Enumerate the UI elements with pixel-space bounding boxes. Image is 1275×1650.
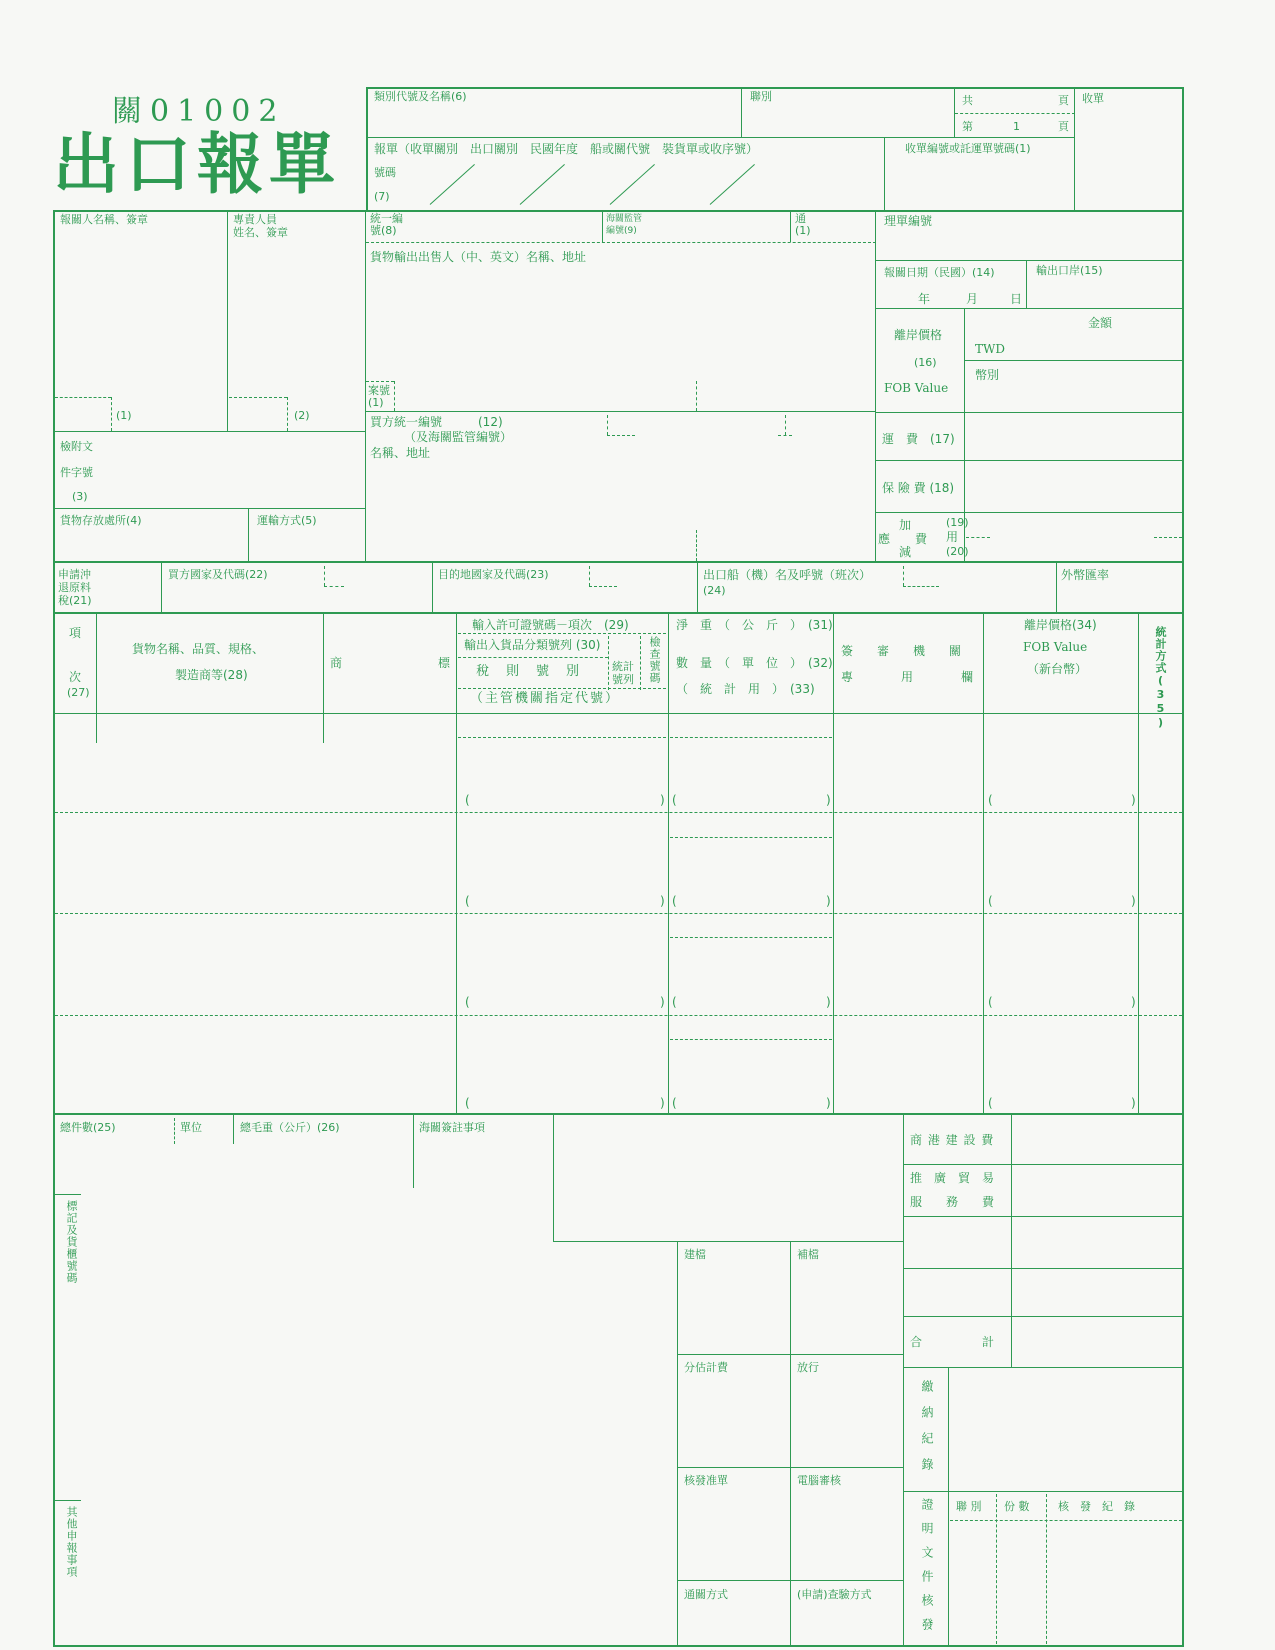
attach-label-1: 檢附文 [60,440,93,453]
payment-record-label: 繳納紀錄 [920,1380,934,1484]
page-number: 1 [1013,120,1020,133]
vessel-num: (24) [703,584,726,597]
customs-sup-label-2: 編號(9) [606,226,637,236]
verify-label-2: (1) [795,224,811,237]
insurance-label: 保 險 費 (18) [882,481,955,495]
case-label-2: (1) [368,396,384,409]
trade-fee-label-1: 推 廣 貿 易 [910,1171,995,1185]
total-packages-label: 總件數(25) [60,1121,116,1134]
manage-number-label: 理單編號 [884,214,933,228]
stat-label-1: 統計 [612,660,634,673]
clearance-label: 通關方式 [684,1588,728,1601]
agency-label: （主管機關指定代號） [470,691,621,706]
fee-label: 費 [915,532,928,546]
due-label: 應 [878,532,891,546]
decl-date-label: 報關日期（民國）(14) [884,266,995,279]
inspection-label: (申請)查驗方式 [797,1588,872,1601]
export-port-label: 輸出口岸(15) [1036,264,1103,277]
export-declaration-form: 關01002 出口報單 類別代號及名稱(6) 聯別 共 頁 第 1 頁 收單 報單（收單關別 出口關別 民國年度 船或關代號 裝貨單或收序號） 號碼 (7) 收單編號或託運單號碼(1) 報關人名稱、簽章 (1) 專責人員 姓名、簽章 (2) 檢附文 件字號 (3) 貨物存放處所(4) 運輸方式(5) 統一編 號(8) 海關監管 編號(9) 通 (1) 貨物輸出出售人（中、英文）名稱、地址 案號 (1) 買方統一編號 (12) （及海關監管編號） 名稱、地址 理單編號 報關日期（民國）(14) 輸出口岸(15) 年 月 日 離岸價格 (16) FOB Value 金額 TWD 幣別 運 費 (17) 保 險 費 (18) 加 (19) 應 費 用 減 (20) 申請沖 退原料 稅(21) 買方國家及代碼(22) 目的地國家及代碼(23) 出口船（機）名及呼號（班次） (24) 外幣匯率 項 次 (27) 貨物名稱、品質、規格、 製造商等(28) 商 標 輸入許可證號碼－項次 (29) 輸出入貨品分類號列 (30) 稅 則 號 別 統計 號列 檢查號碼 （主管機關指定代號） 淨 重 （ 公 斤 ） (31) 數 量 （ 單 位 ） (32) （ 統 計 用 ） (33) 簽 審 機 關 專 用 欄 離岸價格(34) FOB Value （新台幣） 統計方式(35) ( ) ( ) ( ) ( ) ( ) ( ) ( ) ( ) ( ) ( ) ( ) ( ) 總件數(25) 單位 總毛重（公斤）(26) 海關簽註事項 標記及貨櫃號碼 其他申報事項 商 港 建 設 費 推 廣 貿 易 服 務 費 合 計 建檔 補檔 分估計費 放行 核發准單 電腦審核 通關方式 (申請)查驗方式 繳納紀錄 證明文件核發 聯 別 份 數 核 發 紀 錄 [0,0,1275,1650]
broker-label: 報關人名稱、簽章 [60,213,148,226]
trade-fee-label-2: 服 務 費 [910,1195,995,1209]
case-label-1: 案號 [368,384,390,397]
fob-label: 離岸價格 [894,328,943,342]
decl-number-num: (7) [374,190,390,203]
pages-total-label: 共 [962,94,973,107]
fx-rate-label: 外幣匯率 [1061,568,1110,582]
amount-label: 金額 [1088,316,1113,330]
decl-number-label: 報單（收單關別 出口關別 民國年度 船或關代號 裝貨單或收序號） [374,142,759,156]
approve-label: 核發准單 [684,1474,728,1487]
transport-label: 運輸方式(5) [257,514,317,527]
decl-number-label2: 號碼 [374,166,396,179]
buyer-label-3: 名稱、地址 [370,446,431,460]
release-label: 放行 [797,1361,819,1374]
qty-label: 數 量 （ 單 位 ） (32) [676,656,833,670]
receive-number-label: 收單編號或託運單號碼(1) [905,142,1031,155]
total-label: 合 計 [910,1335,995,1349]
form-number: 關01002 [112,94,286,129]
attach-num: (3) [72,490,88,503]
person-label-2: 姓名、簽章 [233,226,288,239]
person-num: (2) [294,409,310,422]
item-fob-en-label: FOB Value [1023,640,1088,654]
storage-label: 貨物存放處所(4) [60,514,142,527]
vessel-label: 出口船（機）名及呼號（班次） [703,568,872,582]
buyer-country-label: 買方國家及代碼(22) [168,568,268,581]
currency-twd: TWD [975,342,1005,356]
stat-label-2: 號列 [612,673,634,686]
unit-label: 單位 [180,1121,202,1134]
page-unit2-label: 頁 [1058,120,1069,133]
day-label: 日 [1010,292,1023,306]
stat-method-label: 統計方式(35) [1154,626,1167,730]
refund-label-2: 退原料 [58,581,91,594]
net-weight-label: 淨 重 （ 公 斤 ） (31) [676,618,833,632]
gross-weight-label: 總毛重（公斤）(26) [240,1121,340,1134]
customs-use-label-2: 專 用 欄 [841,670,974,684]
cert-record-label: 核 發 紀 錄 [1058,1500,1135,1513]
certificate-label: 證明文件核發 [920,1498,934,1642]
receipt-label: 收單 [1082,92,1104,105]
tariff-label: 稅 則 號 別 [476,664,582,679]
item-num: (27) [67,686,90,699]
other-declaration-label: 其他申報事項 [65,1506,78,1578]
hs-label: 輸出入貨品分類號列 (30) [464,638,601,652]
customs-use-label-1: 簽 審 機 關 [841,644,962,658]
customs-sup-label-1: 海關監管 [606,214,643,224]
mark-label-2: 標 [438,656,451,670]
fob-num: (16) [914,356,937,369]
form-title: 出口報單 [53,126,341,203]
marks-label: 標記及貨櫃號碼 [65,1200,78,1284]
page-current-label: 第 [962,120,973,133]
dest-country-label: 目的地國家及代碼(23) [438,568,549,581]
customs-notes-label: 海關簽註事項 [419,1121,485,1134]
desc-label-2: 製造商等(28) [175,668,248,682]
supplement-label: 補檔 [797,1248,819,1261]
license-label: 輸入許可證號碼－項次 (29) [472,618,629,632]
computer-review-label: 電腦審核 [797,1474,841,1487]
minus-label: 減 [899,545,912,559]
broker-num: (1) [116,409,132,422]
minus-num: (20) [946,545,969,558]
uid-label-2: 號(8) [370,224,397,237]
month-label: 月 [966,292,979,306]
freight-label: 運 費 (17) [882,432,955,446]
stat-use-label: （ 統 計 用 ） (33) [676,682,815,696]
person-label-1: 專責人員 [233,213,277,226]
fob-en-label: FOB Value [884,381,949,395]
estimate-label: 分估計費 [684,1361,728,1374]
currency-type-label: 幣別 [975,368,1000,382]
add-label: 加 [899,518,912,532]
verify-label-1: 通 [795,212,806,225]
item-label-1: 項 [69,626,82,640]
mark-label-1: 商 [330,656,343,670]
uid-label-1: 統一編 [370,212,403,225]
year-label: 年 [918,292,931,306]
port-fee-label: 商 港 建 設 費 [910,1133,995,1147]
copy-label: 聯別 [750,90,772,103]
item-fob-label: 離岸價格(34) [1024,618,1097,632]
exporter-label: 貨物輸出出售人（中、英文）名稱、地址 [370,250,587,264]
item-fob-twd-label: （新台幣） [1027,662,1088,676]
desc-label-1: 貨物名稱、品質、規格、 [132,642,265,656]
refund-label-1: 申請沖 [58,568,91,581]
cert-qty-label: 份 數 [1004,1500,1030,1513]
use-label: 用 [946,530,959,544]
pages-unit-label: 頁 [1058,94,1069,107]
buyer-label-1: 買方統一編號 (12) [370,415,503,429]
category-label: 類別代號及名稱(6) [374,90,467,103]
cert-copy-label: 聯 別 [956,1500,982,1513]
inspect-label: 檢查號碼 [648,636,661,684]
attach-label-2: 件字號 [60,466,93,479]
refund-label-3: 稅(21) [58,594,92,607]
buyer-label-2: （及海關監管編號） [404,430,513,444]
file-label: 建檔 [684,1248,706,1261]
add-num: (19) [946,516,969,529]
item-label-2: 次 [69,670,82,684]
